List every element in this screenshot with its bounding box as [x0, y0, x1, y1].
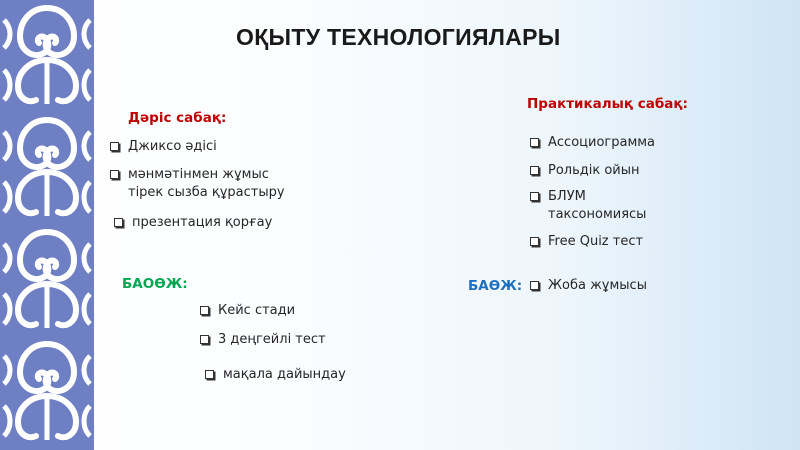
list-item: презентация қорғау [114, 214, 272, 232]
list-item: Рольдік ойын [530, 162, 640, 180]
list-item: Free Quiz тест [530, 233, 643, 251]
hollow-square-bullet-icon [530, 192, 539, 201]
list-item: БЛУМ таксономиясы [530, 188, 646, 224]
list-item: Кейс стади [200, 302, 295, 320]
practical-heading: Практикалық сабақ: [527, 96, 688, 112]
hollow-square-bullet-icon [530, 281, 539, 290]
list-item: Ассоциограмма [530, 134, 655, 152]
hollow-square-bullet-icon [110, 170, 119, 179]
hollow-square-bullet-icon [205, 370, 214, 379]
hollow-square-bullet-icon [110, 142, 119, 151]
baozh-heading: БАӨЖ: [468, 278, 523, 294]
list-item: мәнмәтінмен жұмыс тірек сызба құрастыру [110, 166, 285, 202]
ornament-pattern-icon [0, 0, 94, 450]
list-item: 3 деңгейлі тест [200, 331, 326, 349]
lecture-heading: Дәріс сабақ: [128, 110, 227, 126]
hollow-square-bullet-icon [530, 237, 539, 246]
list-item: мақала дайындау [205, 366, 346, 384]
hollow-square-bullet-icon [530, 166, 539, 175]
list-item: Джиксо әдісі [110, 138, 217, 156]
baoozh-heading: БАОӨЖ: [122, 276, 188, 292]
hollow-square-bullet-icon [200, 335, 209, 344]
hollow-square-bullet-icon [200, 306, 209, 315]
page-title: ОҚЫТУ ТЕХНОЛОГИЯЛАРЫ [236, 24, 561, 50]
hollow-square-bullet-icon [530, 138, 539, 147]
list-item: Жоба жұмысы [530, 277, 647, 295]
kazakh-ornament-border [0, 0, 94, 450]
hollow-square-bullet-icon [114, 218, 123, 227]
